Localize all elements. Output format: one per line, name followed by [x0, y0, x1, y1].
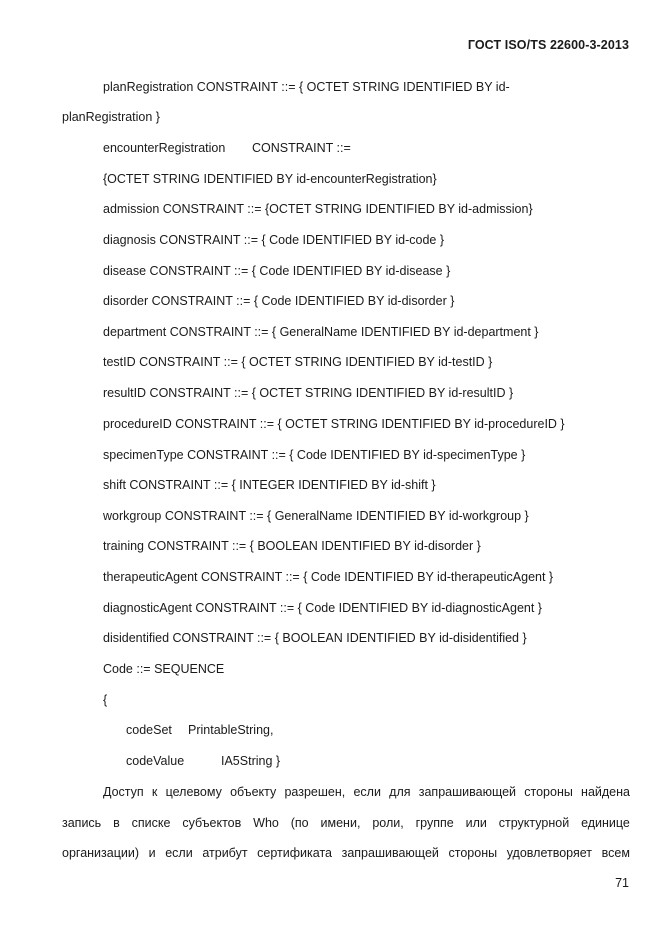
paragraph-line: запись в списке субъектов Who (по имени, роли, группе или структурной единице	[62, 816, 630, 830]
code-line: diagnosis CONSTRAINT ::= { Code IDENTIFIED BY id-code }	[103, 233, 444, 247]
page-header: ГОСТ ISO/TS 22600-3-2013	[467, 38, 629, 52]
code-line: testID CONSTRAINT ::= { OCTET STRING IDENTIFIED BY id-testID }	[103, 355, 493, 369]
code-line: planRegistration CONSTRAINT ::= { OCTET STRING IDENTIFIED BY id-	[103, 80, 510, 94]
code-line: specimenType CONSTRAINT ::= { Code IDENTIFIED BY id-specimenType }	[103, 448, 526, 462]
code-line: planRegistration }	[62, 110, 160, 124]
paragraph-line: организации) и если атрибут сертификата запрашивающей стороны удовлетворяет всем	[62, 846, 630, 860]
code-line: disorder CONSTRAINT ::= { Code IDENTIFIED BY id-disorder }	[103, 294, 455, 308]
paragraph-line: Доступ к целевому объекту разрешен, если для запрашивающей стороны найдена	[103, 785, 630, 799]
code-line: admission CONSTRAINT ::= {OCTET STRING IDENTIFIED BY id-admission}	[103, 202, 533, 216]
code-line: diagnosticAgent CONSTRAINT ::= { Code IDENTIFIED BY id-diagnosticAgent }	[103, 601, 542, 615]
code-line: training CONSTRAINT ::= { BOOLEAN IDENTIFIED BY id-disorder }	[103, 539, 481, 553]
code-line: disidentified CONSTRAINT ::= { BOOLEAN IDENTIFIED BY id-disidentified }	[103, 631, 527, 645]
code-line: workgroup CONSTRAINT ::= { GeneralName IDENTIFIED BY id-workgroup }	[103, 509, 529, 523]
code-line: disease CONSTRAINT ::= { Code IDENTIFIED BY id-disease }	[103, 264, 451, 278]
code-line: department CONSTRAINT ::= { GeneralName IDENTIFIED BY id-department }	[103, 325, 539, 339]
code-line: CONSTRAINT ::=	[252, 141, 351, 155]
code-line: Code ::= SEQUENCE	[103, 662, 225, 676]
code-line: IA5String }	[221, 754, 281, 768]
code-line: encounterRegistration	[103, 141, 226, 155]
code-line: {OCTET STRING IDENTIFIED BY id-encounterRegistration}	[103, 172, 437, 186]
code-line: codeSet	[126, 723, 172, 737]
code-line: therapeuticAgent CONSTRAINT ::= { Code IDENTIFIED BY id-therapeuticAgent }	[103, 570, 554, 584]
code-line: procedureID CONSTRAINT ::= { OCTET STRING IDENTIFIED BY id-procedureID }	[103, 417, 565, 431]
code-line: shift CONSTRAINT ::= { INTEGER IDENTIFIED BY id-shift }	[103, 478, 436, 492]
code-line: codeValue	[126, 754, 185, 768]
code-line: PrintableString,	[188, 723, 274, 737]
code-line: {	[103, 693, 108, 707]
page-number: 71	[615, 876, 629, 890]
code-line: resultID CONSTRAINT ::= { OCTET STRING IDENTIFIED BY id-resultID }	[103, 386, 514, 400]
